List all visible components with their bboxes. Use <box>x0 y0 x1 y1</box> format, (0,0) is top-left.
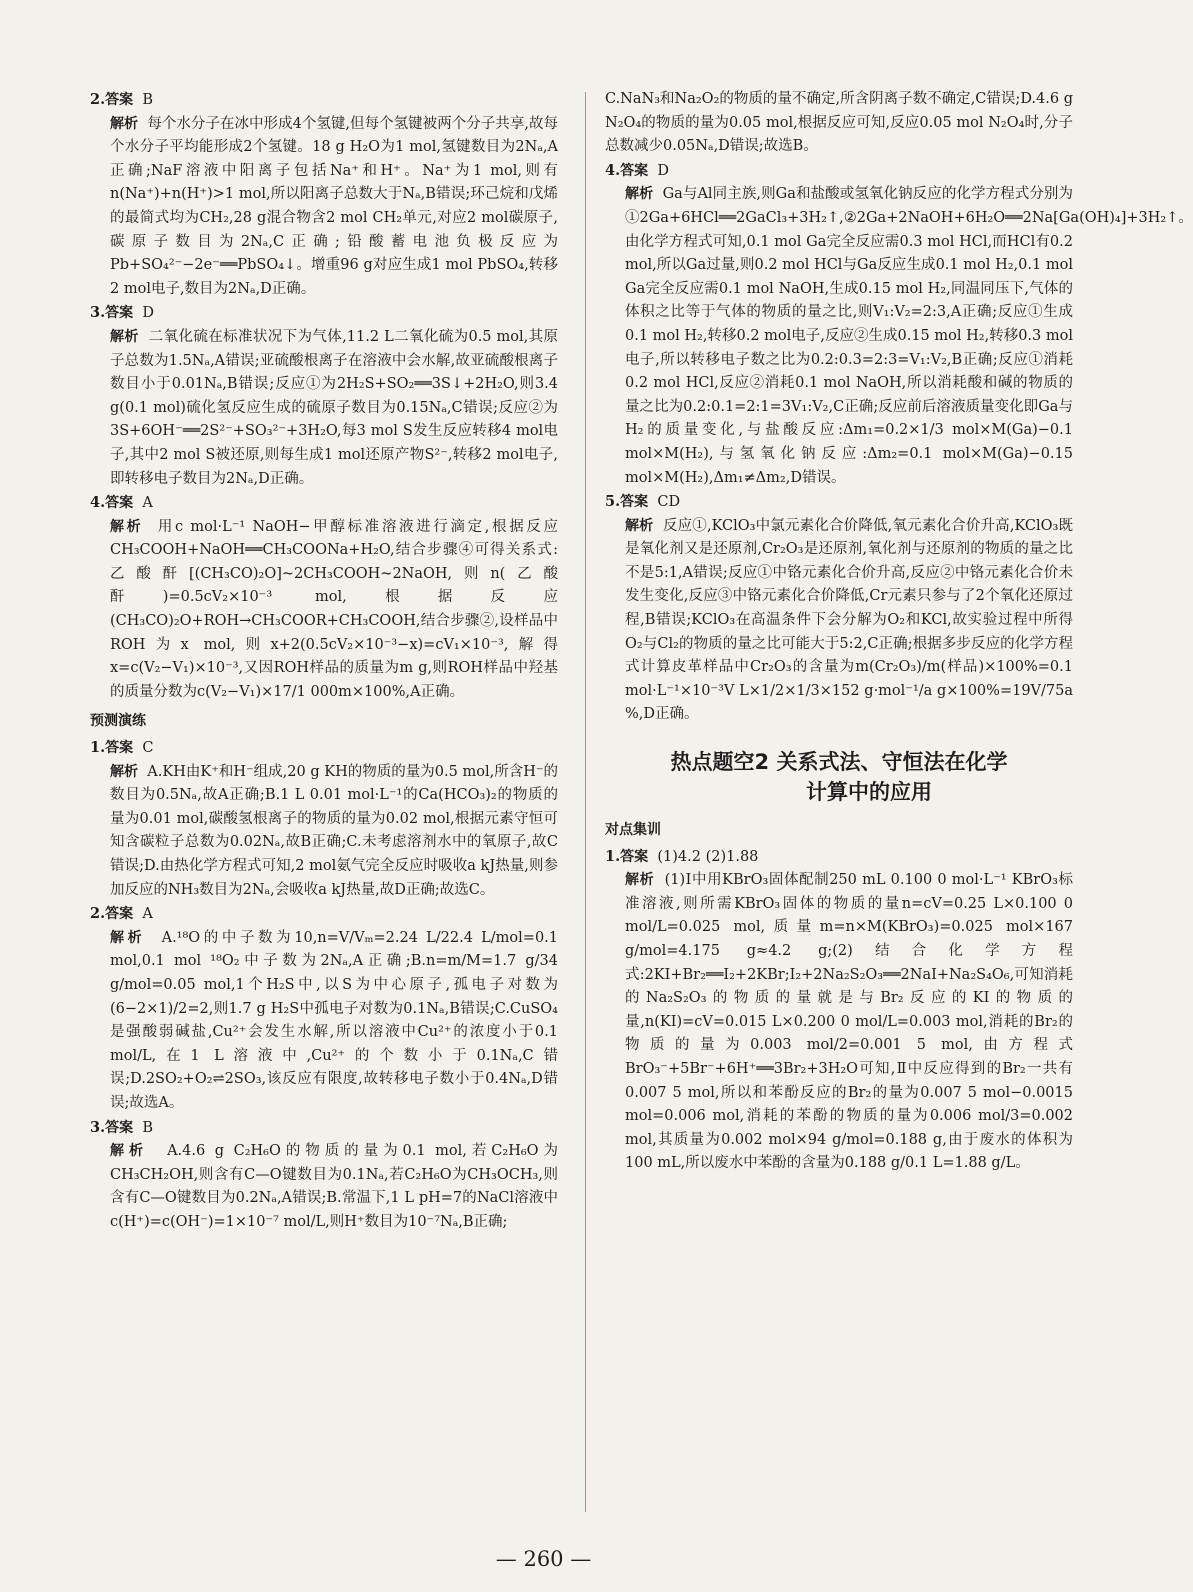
explanation-text: A.KH由K⁺和H⁻组成,20 g KH的物质的量为0.5 mol,所含H⁻的数目为0.5Nₐ,故A正确;B.1 L 0.01 mol·L⁻¹的Ca(HCO₃)₂的物质的量为0.01 mol,碳酸氢根离子的物质的量为0.02 mol,根据元素守恒可知含碳粒子总数为0.02Nₐ,故B正确;C.未考虑溶剂水中的氧原子,故C错误;D.由热化学方程式可知,2 mol氨气完全反应时吸收a kJ热量,则参加反应的NH₃数目为2Nₐ,会吸收a kJ热量,故D正确;故选C。 <box>110 763 559 898</box>
explanation <box>90 927 558 1116</box>
explanation-label: 解析 <box>110 518 144 535</box>
question-block <box>90 902 558 1115</box>
question-number: 1. <box>605 847 621 865</box>
explanation-label: 解析 <box>625 186 654 203</box>
question-block <box>90 88 558 301</box>
explanation-text: Ga与Al同主族,则Ga和盐酸或氢氧化钠反应的化学方程式分别为①2Ga+6HCl══2GaCl₃+3H₂↑,②2Ga+2NaOH+6H₂O══2Na[Ga(OH)₄]+3H₂↑。由化学方程式可知,0.1 mol Ga完全反应需0.3 mol HCl,而HCl有0.2 mol,所以Ga过量,则0.2 mol HCl与Ga反应生成0.1 mol H₂,0.1 mol Ga完全反应需0.1 mol NaOH,生成0.15 mol H₂,同温同压下,气体的体积之比等于气体的物质的量之比,则V₁:V₂=2:3,A正确;反应①生成0.1 mol H₂,转移0.2 mol电子,反应②生成0.15 mol H₂,转移0.3 mol电子,所以转移电子数之比为0.2:0.3=2:3=V₁:V₂,B正确;反应①消耗0.2 mol HCl,反应②消耗0.1 mol NaOH,所以消耗酸和碱的物质的量之比为0.2:0.1=2:1=3V₁:V₂,C正确;反应前后溶液质量变化即Ga与H₂的质量变化,与盐酸反应:Δm₁=0.2×1/3 mol×M(Ga)−0.1 mol×M(H₂),与氢氧化钠反应:Δm₂=0.1 mol×M(Ga)−0.15 mol×M(H₂),Δm₁≠Δm₂,D错误。 <box>625 186 1193 486</box>
explanation <box>90 1140 558 1234</box>
answer-label: 答案 <box>105 740 134 757</box>
explanation <box>605 515 1073 727</box>
explanation <box>90 113 558 302</box>
explanation-label: 解析 <box>110 328 139 345</box>
question-block <box>90 301 558 491</box>
explanation <box>605 183 1193 490</box>
question-number: 3. <box>90 304 106 322</box>
section-label: 对点集训 <box>605 822 661 839</box>
explanation <box>90 761 558 903</box>
explanation-label: 解析 <box>110 763 139 780</box>
section-label: 预测演练 <box>90 713 146 730</box>
question-number: 4. <box>90 494 106 512</box>
answer-label: 答案 <box>620 848 649 865</box>
explanation-text: 每个水分子在冰中形成4个氢键,但每个氢键被两个分子共享,故每个水分子平均能形成2个氢键。18 g H₂O为1 mol,氢键数目为2Nₐ,A正确;NaF溶液中阳离子包括Na⁺和H⁺。Na⁺为1 mol,则有n(Na⁺)+n(H⁺)>1 mol,所以阳离子总数大于Nₐ,B错误;环己烷和戊烯的最简式均为CH₂,28 g混合物含2 mol CH₂单元,对应2 mol碳原子,碳原子数目为2Nₐ,C正确;铅酸蓄电池负极反应为Pb+SO₄²⁻−2e⁻══PbSO₄↓。增重96 g对应生成1 mol PbSO₄,转移2 mol电子,数目为2Nₐ,D正确。 <box>110 115 559 297</box>
right-column <box>605 88 1193 1176</box>
answer-label: 答案 <box>620 494 649 511</box>
question-number: 5. <box>605 493 621 511</box>
answer-value: B <box>142 92 154 108</box>
explanation-text: A.¹⁸O的中子数为10,n=V/Vₘ=2.24 L/22.4 L/mol=0.1 mol,0.1 mol ¹⁸O₂中子数为2Nₐ,A正确;B.n=m/M=1.7 g/34 g/mol=0.05 mol,1个H₂S中,以S为中心原子,孤电子对数为(6−2×1)/2=2,则1.7 g H₂S中孤电子对数为0.1Nₐ,B错误;C.CuSO₄是强酸弱碱盐,Cu²⁺会发生水解,所以溶液中Cu²⁺的浓度小于0.1 mol/L,在1 L溶液中,Cu²⁺的个数小于0.1Nₐ,C错误;D.2SO₂+O₂⇌2SO₃,该反应有限度,故转移电子数小于0.4Nₐ,D错误;故选A。 <box>110 929 558 1111</box>
question-block <box>605 159 1193 490</box>
answer-value: D <box>657 162 669 179</box>
question-number: 2. <box>90 91 106 108</box>
question-number: 4. <box>605 161 621 179</box>
column-divider <box>585 92 586 1512</box>
answer-value: CD <box>657 494 681 511</box>
explanation-text: A.4.6 g C₂H₆O的物质的量为0.1 mol,若C₂H₆O为CH₃CH₂OH,则含有C—O键数目为0.1Nₐ,若C₂H₆O为CH₃OCH₃,则含有C—O键数目为0.2Nₐ,A错误;B.常温下,1 L pH=7的NaCl溶液中c(H⁺)=c(OH⁻)=1×10⁻⁷ mol/L,则H⁺数目为10⁻⁷Nₐ,B正确; <box>110 1143 559 1230</box>
explanation <box>90 326 558 491</box>
answer-label: 答案 <box>620 162 649 179</box>
question-block <box>605 845 1073 1176</box>
answer-value: A <box>142 906 153 923</box>
answer-value: D <box>142 305 154 322</box>
answer-label: 答案 <box>105 1119 134 1136</box>
answer-value: A <box>142 495 153 512</box>
answer-label: 答案 <box>105 305 134 322</box>
explanation-text: 反应①,KClO₃中氯元素化合价降低,氧元素化合价升高,KClO₃既是氧化剂又是还原剂,Cr₂O₃是还原剂,氧化剂与还原剂的物质的量之比不是5:1,A错误;反应①中铬元素化合价升高,反应②中铬元素化合价未发生变化,反应③中铬元素化合价降低,Cr元素只参与了2个氧化还原过程,B错误;KClO₃在高温条件下会分解为O₂和KCl,故实验过程中所得O₂与Cl₂的物质的量之比可能大于5:2,C正确;根据多步反应的化学方程式计算皮革样品中Cr₂O₃的含量为m(Cr₂O₃)/m(样品)×100%=0.1 mol·L⁻¹×10⁻³V L×1/2×1/3×152 g·mol⁻¹/a g×100%=19V/75a %,D正确。 <box>625 517 1074 723</box>
answer-label: 答案 <box>105 92 134 108</box>
question-number: 2. <box>90 905 106 923</box>
explanation-label: 解析 <box>625 872 655 889</box>
explanation <box>605 869 1073 1176</box>
question-block <box>90 491 558 704</box>
explanation-text: (1)Ⅰ中用KBrO₃固体配制250 mL 0.100 0 mol·L⁻¹ KBrO₃标准溶液,则所需KBrO₃固体的物质的量n=cV=0.25 L×0.100 0 mol/L=0.025 mol,质量m=n×M(KBrO₃)=0.025 mol×167 g/mol=4.175 g≈4.2 g;(2)结合化学方程式:2KI+Br₂══I₂+2KBr;I₂+2Na₂S₂O₃══2NaI+Na₂S₄O₆,可知消耗的Na₂S₂O₃的物质的量就是与Br₂反应的KI的物质的量,n(KI)=cV=0.015 L×0.200 0 mol/L=0.003 mol,消耗的Br₂的物质的量为0.003 mol/2=0.001 5 mol,由方程式BrO₃⁻+5Br⁻+6H⁺══3Br₂+3H₂O可知,Ⅱ中反应得到的Br₂一共有0.007 5 mol,所以和苯酚反应的Br₂的量为0.007 5 mol−0.0015 mol=0.006 mol,消耗的苯酚的物质的量为0.006 mol/3=0.002 mol,其质量为0.002 mol×94 g/mol=0.188 g,由于废水的体积为100 mL,所以废水中苯酚的含量为0.188 g/0.1 L=1.88 g/L。 <box>625 872 1073 1172</box>
hot-topic-title-line: 计算中的应用 <box>806 780 932 805</box>
question-number: 3. <box>90 1118 106 1136</box>
question-number: 1. <box>90 739 106 757</box>
answer-label: 答案 <box>105 495 134 512</box>
continued-explanation: C.NaN₃和Na₂O₂的物质的量不确定,所含阴离子数不确定,C错误;D.4.6 g N₂O₄的物质的量为0.05 mol,根据反应可知,反应0.05 mol N₂O₄时,分子总数减少0.05Nₐ,D错误;故选B。 <box>605 91 1073 155</box>
answer-value: C <box>142 740 154 757</box>
answer-value: B <box>142 1119 154 1136</box>
left-column <box>90 88 558 1235</box>
hot-topic-title <box>605 747 1073 807</box>
explanation <box>90 516 558 705</box>
hot-topic-title-line: 热点题空2 关系式法、守恒法在化学 <box>670 750 1008 775</box>
answer-value: (1)4.2 (2)1.88 <box>657 848 759 865</box>
explanation-label: 解析 <box>110 929 146 946</box>
explanation-text: 二氧化硫在标准状况下为气体,11.2 L二氧化硫为0.5 mol,其原子总数为1.5Nₐ,A错误;亚硫酸根离子在溶液中会水解,故亚硫酸根离子数目小于0.01Nₐ,B错误;反应①为2H₂S+SO₂══3S↓+2H₂O,则3.4 g(0.1 mol)硫化氢反应生成的硫原子数目为0.15Nₐ,C错误;反应②为3S+6OH⁻══2S²⁻+SO₃²⁻+3H₂O,每3 mol S发生反应转移4 mol电子,其中2 mol S被还原,则每生成1 mol还原产物S²⁻,转移2 mol电子,即转移电子数目为2Nₐ,D正确。 <box>110 328 559 487</box>
explanation-label: 解析 <box>110 1143 148 1160</box>
question-block <box>90 1116 558 1235</box>
answer-label: 答案 <box>105 906 134 923</box>
explanation-label: 解析 <box>625 517 654 534</box>
explanation-text: 用c mol·L⁻¹ NaOH−甲醇标准溶液进行滴定,根据反应CH₃COOH+NaOH══CH₃COONa+H₂O,结合步骤④可得关系式:乙酸酐[(CH₃CO)₂O]~2CH₃COOH~2NaOH,则n(乙酸酐)=0.5cV₂×10⁻³ mol,根据反应(CH₃CO)₂O+ROH→CH₃COOR+CH₃COOH,结合步骤②,设样品中ROH为x mol,则x+2(0.5cV₂×10⁻³−x)=cV₁×10⁻³,解得x=c(V₂−V₁)×10⁻³,又因ROH样品的质量为m g,则ROH样品中羟基的质量分数为c(V₂−V₁)×17/1 000m×100%,A正确。 <box>110 518 559 700</box>
explanation-label: 解析 <box>110 115 139 132</box>
page-number: — 260 — <box>495 1547 592 1571</box>
question-block <box>605 490 1073 727</box>
question-block <box>90 736 558 902</box>
